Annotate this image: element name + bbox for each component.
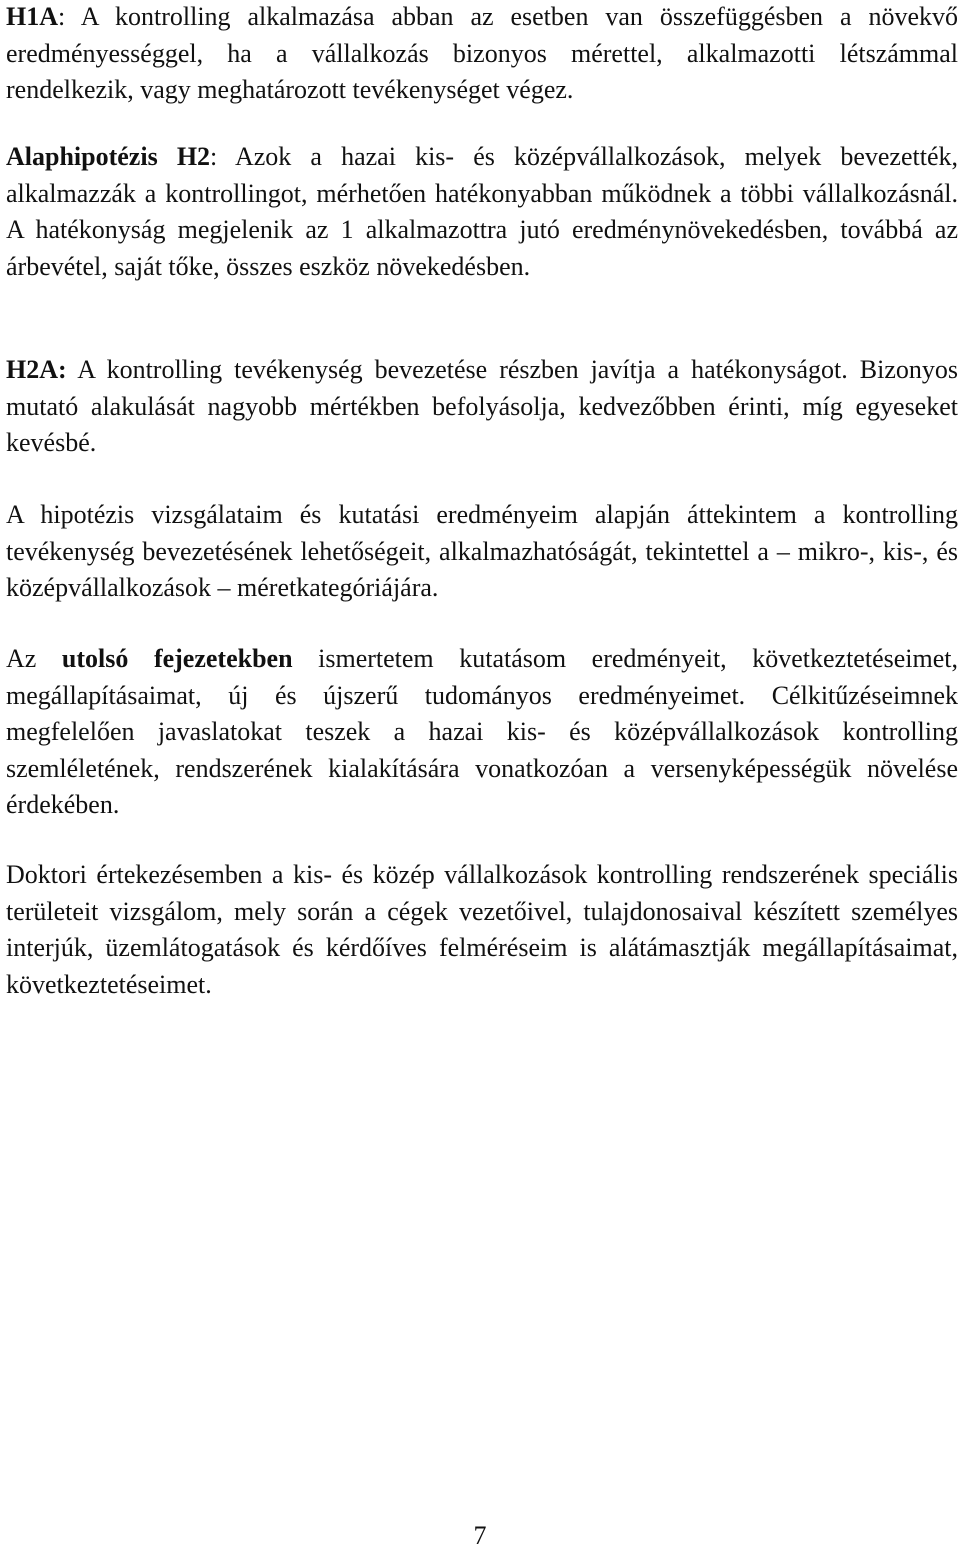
- doctoral-text: Doktori értekezésemben a kis- és közép vállalkozások kontrolling rendszerének speciális területeit vizsgálom, mely során a cégek vezetőivel, tulajdonosaival készített személyes interjúk, üzemlátogatások és kérdőíves felméréseim is alátámasztják megállapításaimat, következtetéseimet.: [6, 860, 958, 999]
- hypothesis-h2a-text: A kontrolling tevékenység bevezetése részben javítja a hatékonyságot. Bizonyos mutató alakulását nagyobb mértékben befolyásolja, kedvezőbben érinti, míg egyeseket kevésbé.: [6, 355, 958, 457]
- review-text: A hipotézis vizsgálataim és kutatási eredményeim alapján áttekintem a kontrolling tevékenység bevezetésének lehetőségeit, alkalmazhatóságát, tekintettel a – mikro-, kis-, és középvállalkozások – méretkategóriájára.: [6, 500, 958, 602]
- chapters-text-before: Az: [6, 644, 62, 673]
- hypothesis-h2a-label: H2A:: [6, 355, 67, 384]
- hypothesis-h2-text: : Azok a hazai kis- és középvállalkozások, melyek bevezették, alkalmazzák a kontrollingot, mérhetően hatékonyabban működnek a többi vállalkozásnál. A hatékonyság megjelenik az 1 alkalmazottra jutó eredménynövekedésben, továbbá az árbevétel, saját tőke, összes eszköz növekedésben.: [6, 142, 958, 281]
- chapters-emphasis: utolsó fejezetekben: [61, 644, 293, 673]
- review-paragraph: [6, 497, 958, 607]
- hypothesis-h2a-paragraph: [6, 352, 958, 462]
- hypothesis-h1a-text: : A kontrolling alkalmazása abban az esetben van összefüggésben a növekvő eredményességgel, ha a vállalkozás bizonyos mérettel, alkalmazotti létszámmal rendelkezik, vagy meghatározott tevékenységet végez.: [6, 2, 958, 104]
- hypothesis-h1a-paragraph: [6, 0, 958, 109]
- chapters-paragraph: [6, 641, 958, 824]
- doctoral-paragraph: [6, 857, 958, 1003]
- hypothesis-h2-label: Alaphipotézis H2: [6, 142, 211, 171]
- hypothesis-h2-paragraph: [6, 139, 958, 285]
- page-number: 7: [473, 1521, 487, 1550]
- chapters-text-after: ismertetem kutatásom eredményeit, következtetéseimet, megállapításaimat, új és újszerű tudományos eredményeimet. Célkitűzéseimnek megfelelően javaslatokat teszek a hazai kis- és középvállalkozások kontrolling szemléletének, rendszerének kialakítására vonatkozóan a versenyképességük növelése érdekében.: [6, 644, 958, 819]
- hypothesis-h1a-label: H1A: [6, 2, 58, 31]
